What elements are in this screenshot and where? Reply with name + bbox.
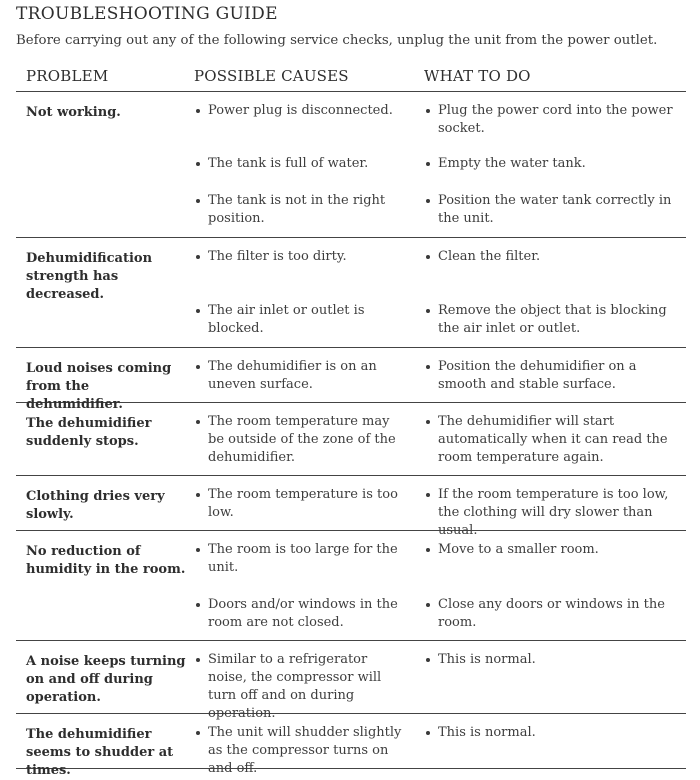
table-row bbox=[16, 92, 686, 238]
possible-cause: Similar to a refrigerator noise, the compressor will turn off and on during operation. bbox=[208, 652, 382, 721]
bullet-icon bbox=[426, 255, 430, 259]
problem-label: Clothing dries very slowly. bbox=[26, 489, 165, 522]
what-to-do: Close any doors or windows in the room. bbox=[438, 597, 665, 630]
table-row bbox=[16, 238, 686, 348]
bullet-icon bbox=[426, 420, 430, 424]
possible-cause: Doors and/or windows in the room are not closed. bbox=[208, 597, 398, 630]
bullet-icon bbox=[196, 603, 200, 607]
what-to-do: This is normal. bbox=[438, 725, 536, 740]
bullet-icon bbox=[426, 658, 430, 662]
bullet-icon bbox=[196, 255, 200, 259]
what-to-do: Position the dehumidifier on a smooth and stable surface. bbox=[438, 359, 637, 392]
bullet-icon bbox=[426, 365, 430, 369]
bullet-icon bbox=[196, 109, 200, 113]
table-row bbox=[16, 348, 686, 412]
bullet-icon bbox=[426, 309, 430, 313]
what-to-do: Clean the filter. bbox=[438, 249, 541, 264]
what-to-do: Position the water tank correctly in the unit. bbox=[438, 193, 672, 226]
what-to-do: This is normal. bbox=[438, 652, 536, 667]
table-row bbox=[16, 641, 686, 721]
bullet-icon bbox=[426, 199, 430, 203]
bullet-icon bbox=[196, 420, 200, 424]
possible-cause: The filter is too dirty. bbox=[208, 249, 347, 264]
what-to-do: Empty the water tank. bbox=[438, 156, 586, 171]
intro-text: Before carrying out any of the following service checks, unplug the unit from the power outlet. bbox=[16, 33, 658, 48]
what-to-do: The dehumidifier will start automatically when it can read the room temperature again. bbox=[438, 414, 668, 465]
what-to-do: Remove the object that is blocking the air inlet or outlet. bbox=[438, 303, 667, 336]
possible-cause: The dehumidifier is on an uneven surface. bbox=[208, 359, 377, 392]
bullet-icon bbox=[426, 109, 430, 113]
problem-label: The dehumidifier suddenly stops. bbox=[26, 416, 152, 449]
possible-cause: The air inlet or outlet is blocked. bbox=[208, 303, 365, 336]
what-to-do: If the room temperature is too low, the clothing will dry slower than usual. bbox=[438, 487, 669, 538]
possible-cause: The tank is not in the right position. bbox=[208, 193, 386, 226]
table-header bbox=[16, 62, 686, 92]
problem-label: Loud noises coming from the dehumidifier. bbox=[26, 361, 172, 412]
bullet-icon bbox=[196, 199, 200, 203]
header-possible-causes: POSSIBLE CAUSES bbox=[194, 67, 349, 85]
bullet-icon bbox=[196, 162, 200, 166]
possible-cause: The room temperature is too low. bbox=[208, 487, 398, 520]
bullet-icon bbox=[426, 493, 430, 497]
header-problem: PROBLEM bbox=[26, 67, 109, 85]
what-to-do: Plug the power cord into the power socket. bbox=[438, 103, 673, 136]
bullet-icon bbox=[426, 731, 430, 735]
problem-label: Not working. bbox=[26, 105, 121, 120]
possible-cause: The room temperature may be outside of the zone of the dehumidifier. bbox=[208, 414, 396, 465]
bullet-icon bbox=[426, 548, 430, 552]
possible-cause: The unit will shudder slightly as the compressor turns on and off. bbox=[208, 725, 402, 776]
table-row bbox=[16, 714, 686, 778]
possible-cause: The room is too large for the unit. bbox=[208, 542, 398, 575]
header-what-to-do: WHAT TO DO bbox=[424, 67, 531, 85]
problem-label: The dehumidifier seems to shudder at times. bbox=[26, 727, 174, 778]
possible-cause: Power plug is disconnected. bbox=[208, 103, 393, 118]
page-title: TROUBLESHOOTING GUIDE bbox=[16, 4, 278, 24]
table-row bbox=[16, 476, 686, 538]
what-to-do: Move to a smaller room. bbox=[438, 542, 599, 557]
bullet-icon bbox=[426, 603, 430, 607]
bullet-icon bbox=[426, 162, 430, 166]
table-row bbox=[16, 403, 686, 476]
problem-label: Dehumidification strength has decreased. bbox=[26, 251, 153, 302]
problem-label: No reduction of humidity in the room. bbox=[26, 544, 186, 577]
table-row bbox=[16, 531, 686, 641]
bullet-icon bbox=[196, 731, 200, 735]
bullet-icon bbox=[196, 309, 200, 313]
bullet-icon bbox=[196, 658, 200, 662]
problem-label: A noise keeps turning on and off during operation. bbox=[26, 654, 186, 705]
bullet-icon bbox=[196, 548, 200, 552]
bullet-icon bbox=[196, 365, 200, 369]
bullet-icon bbox=[196, 493, 200, 497]
possible-cause: The tank is full of water. bbox=[208, 156, 369, 171]
